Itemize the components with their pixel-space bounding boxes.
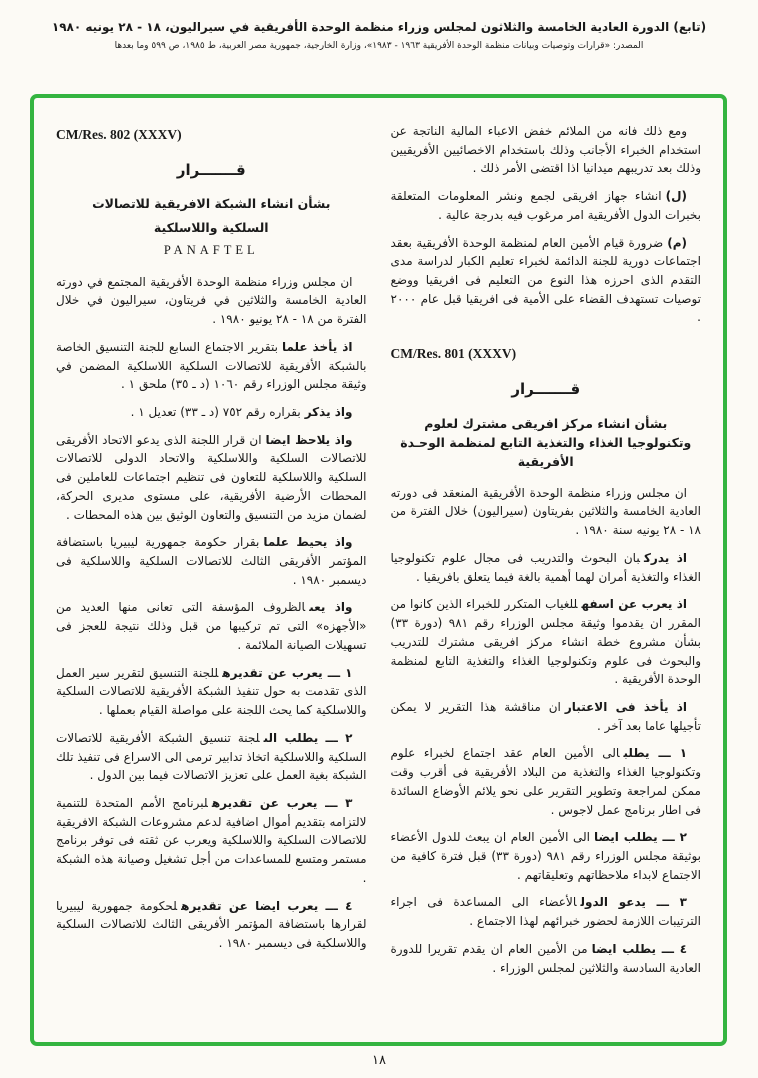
paragraph-text: ان قرار اللجنة الذى يدعو الاتحاد الأفريقى للاتصالات السلكية واللاسلكية والاتحاد الدولى للاتصالات السلكية واللاسلكية للتعاون فى تنظيم اجتماعات للعاملين فى المحطات الأرضية الأفريقية، على مستوى مديرى الحركة، لضمان مزيد من التنسيق والتعاون الوثيق بين هذه المحطات . [56, 432, 367, 522]
paragraph-lead: ٤ ـــ يطلب ايضا [591, 941, 688, 956]
paragraph [56, 533, 367, 589]
paragraph-text: لبرنامج الأمم المتحدة للتنمية لالتزامه بتقديم أموال اضافية لدعم مشروعات الشبكة الافريقية للاتصالات السلكية واللاسلكية ويعرب عن ثقته فى توفر برنامج مستمر ومتسع للمساعدات من أجل تشغيل وصيانة هذه الشبكة . [56, 795, 367, 885]
paragraph-text: الى الأمين العام عقد اجتماع لخبراء علوم وتكنولوجيا الغذاء والتغذية من البلاد الأفريقية فى أقرب وقت ممكن لمراجعة وتطوير التقرير على نحو يلائم الأوضاع السائدة فى اطار برنامج عمل لاجوس . [390, 746, 701, 817]
paragraph [391, 549, 702, 586]
paragraph-text: الى الأمين العام ان يبعث للدول الأعضاء بوثيقة مجلس الوزراء رقم ٩٨١ (دورة ٣٣) قبل فترة كافية من الاجتماع لابداء ملاحظاتهم وتعليقاتهم . [390, 830, 702, 882]
paragraph-lead: واذ يلاحظ ايضا [265, 432, 353, 447]
paragraph-text: ان مناقشة هذا التقرير لا يمكن تأجيلها عاما بعد آخر . [390, 699, 701, 733]
paragraph [391, 698, 702, 735]
paragraph-text: ضرورة قيام الأمين العام لمنظمة الوحدة الأفريقية بعقد اجتماعات دورية للجنة الدائمة لخبراء تعليم الكبار لدراسة مدى التقدم الذى احرزه هذا النوع من التعليم فى افريقيا ووضع توصيات تستهدف القضاء على الأمية فى افريقيا قبل عام ٢٠٠٠ . [390, 235, 701, 325]
paragraph-text: الظروف المؤسفة التى تعانى منها العديد من «الأجهزه» التى تم تركيبها من قبل وذلك نتيجة للعجز فى تسهيلات الصيانة الملائمة . [56, 600, 367, 652]
paragraph-lead: واذ يحيط علما [263, 535, 353, 550]
paragraph [391, 484, 702, 540]
paragraph [391, 234, 702, 328]
paragraph-lead: ٣ ـــ يدعو الدول [580, 895, 687, 910]
paragraph [56, 794, 367, 888]
paragraph-lead: ٣ ـــ يعرب عن تقديره [211, 795, 353, 810]
paragraph-lead: ١ ـــ يطلب [623, 746, 688, 761]
resolution-reference-801: CM/Res. 801 (XXXV) [390, 346, 517, 362]
paragraph [391, 828, 702, 884]
paragraph-text: ان مجلس وزراء منظمة الوحدة الأفريقية المجتمع في دورته العادية الخامسة والثلاثين في فريتاون، سيراليون في خلال الفترة من ١٨ - ٢٨ يونيو ١٩٨٠ . [56, 274, 367, 327]
paragraph-lead: ١ ـــ يعرب عن تقديره [222, 665, 353, 680]
resolution-reference-802: CM/Res. 802 (XXXV) [56, 127, 182, 142]
header-source-note: المصدر: «قرارات وتوصيات وبيانات منظمة الوحدة الأفريقية ١٩٦٣ - ١٩٨٣»، وزارة الخارجية، جمهورية مصر العربية، ط ١٩٨٥، ص ٥٩٩ وما بعدها [114, 41, 644, 51]
paragraph [391, 940, 702, 977]
paragraph-lead: (ل) [665, 189, 687, 204]
paragraph [56, 403, 367, 422]
paragraph-lead: اذ يدرك [643, 550, 687, 565]
two-column-layout [56, 122, 701, 986]
paragraph [391, 122, 702, 178]
paragraph [391, 744, 702, 819]
paragraph-text: من الأمين العام ان يقدم تقريرا للدورة العادية السادسة والثلاثين لمجلس الوزراء . [390, 941, 701, 975]
paragraph-lead: اذ يأخذ علما [281, 339, 353, 354]
paragraph-text: بتقرير الاجتماع السابع للجنة التنسيق الخاصة بالشبكة الأفريقية للاتصالات السلكية اللاسلكية المضمن في وثيقة مجلس الوزراء رقم ١٠٦٠ (د ـ ٣٥) ملحق ١ . [56, 339, 367, 392]
resolution-subject-802-line1: بشأن انشاء الشبكة الافريقية للاتصالات [92, 196, 331, 212]
paragraph-lead: اذ يعرب عن اسفه [581, 597, 687, 612]
paragraph-text: بقرار حكومة جمهورية ليبيريا باستضافة المؤتمر الأفريقى الثالث للاتصالات السلكية واللاسلكية فى ديسمبر ١٩٨٠ . [56, 535, 367, 587]
paragraph-text: بقراره رقم ٧٥٢ (د ـ ٣٣) تعديل ١ . [130, 405, 301, 419]
paragraph-text: الأعضاء الى المساعدة فى اجراء الترتيبات اللازمة لحضور خبرائهم لهذا الاجتماع . [390, 895, 701, 929]
paragraph [56, 598, 367, 654]
resolution-subject-802-line2: السلكية واللاسلكية [153, 219, 269, 235]
green-border-content-box [30, 94, 727, 1046]
paragraph-lead: (م) [667, 235, 687, 250]
paragraph [56, 431, 367, 525]
right-column [391, 122, 702, 986]
paragraph-text: انشاء جهاز افريقى لجمع ونشر المعلومات المتعلقة بخبرات الدول الأفريقية امر مرغوب فيه بدرجة عالية . [390, 189, 701, 222]
left-column [56, 122, 367, 986]
paragraph-text: للغياب المتكرر للخبراء الذين كانوا من المقرر ان يقدموا وثيقة مجلس الوزراء رقم ٩٨١ (دورة ٣٣) بشأن مشروع خطة انشاء مركز افريقى مشترك للتدريب والبحوث فى علوم وتكنولوجيا الغذاء والتغذية التابع لمنظمة الوحدة الأفريقية . [390, 597, 701, 687]
paragraph-text: بان البحوث والتدريب فى مجال علوم تكنولوجيا الغذاء والتغذية أمران لهما أهمية بالغة فيما يتعلق بافريقيا . [390, 550, 701, 584]
resolution-subject-802-panaftel: PANAFTEL [163, 243, 259, 258]
paragraph [56, 664, 367, 720]
header-session-title: (تابع) الدورة العادية الخامسة والثلاثون لمجلس وزراء منظمة الوحدة الأفريقية في سيراليون، ١٨ - ٢٨ يونيه ١٩٨٠ [51, 20, 707, 34]
paragraph [56, 897, 367, 953]
paragraph-lead: ٤ ـــ يعرب ايضا عن تقديره [181, 898, 353, 913]
paragraph [56, 273, 367, 329]
resolution-subject-801: بشأن انشاء مركز افريقى مشترك لعلوم وتكنولوجيا الغذاء والتغذية التابع لمنظمة الوحـدة الأفريقية [400, 415, 692, 470]
paragraph-lead: ٢ ـــ يطلب الى [263, 730, 353, 745]
paragraph [391, 187, 702, 224]
paragraph-lead: ٢ ـــ يطلب ايضا [593, 830, 687, 845]
resolution-heading-801: قـــــــرار [511, 380, 581, 399]
page-header [26, 20, 732, 51]
paragraph-text: لجنة تنسيق الشبكة الأفريقية للاتصالات السلكية واللاسلكية اتخاذ تدابير ترمى الى الاسراع فى تنفيذ تلك الشبكة بغية العمل على تعزيز الاتصالات فيما بين الدول . [56, 730, 367, 783]
paragraph-text: ان مجلس وزراء منظمة الوحدة الأفريقية المنعقد فى دورته العادية الخامسة والثلاثين بفريتاون (سيراليون) خلال الفترة من ١٨ - ٢٨ يونيه سنة ١٩٨٠ . [390, 485, 701, 538]
paragraph [56, 338, 367, 394]
paragraph-lead: واذ يذكر [304, 405, 353, 419]
resolution-heading-802: قـــــــرار [176, 161, 246, 180]
paragraph-lead: واذ يعى [309, 600, 353, 615]
paragraph-lead: اذ يأخذ فى الاعتبار [564, 699, 688, 714]
page-number: ١٨ [372, 1053, 386, 1068]
paragraph-text: لحكومة جمهورية ليبيريا لقرارها باستضافة المؤتمر الأفريقى الثالث للاتصالات السلكية واللاسلكية فى ديسمبر ١٩٨٠ . [56, 898, 367, 950]
paragraph-text: للجنة التنسيق لتقرير سير العمل الذى تقدمت به حول تنفيذ الشبكة الأفريقية للاتصالات السلكية واللاسلكية كما يحث اللجنة على مواصلة القيام بعملها . [56, 665, 367, 718]
paragraph [391, 893, 702, 930]
paragraph [391, 595, 702, 689]
paragraph [56, 729, 367, 785]
paragraph-text: ومع ذلك فانه من الملائم خفض الاعباء المالية الناتجة عن استخدام الخبراء الأجانب وذلك باستخدام الاخصائيين الأفريقيين وذلك بعد تدريبهم ميدانيا اذا اقتضى الأمر ذلك . [390, 124, 701, 176]
